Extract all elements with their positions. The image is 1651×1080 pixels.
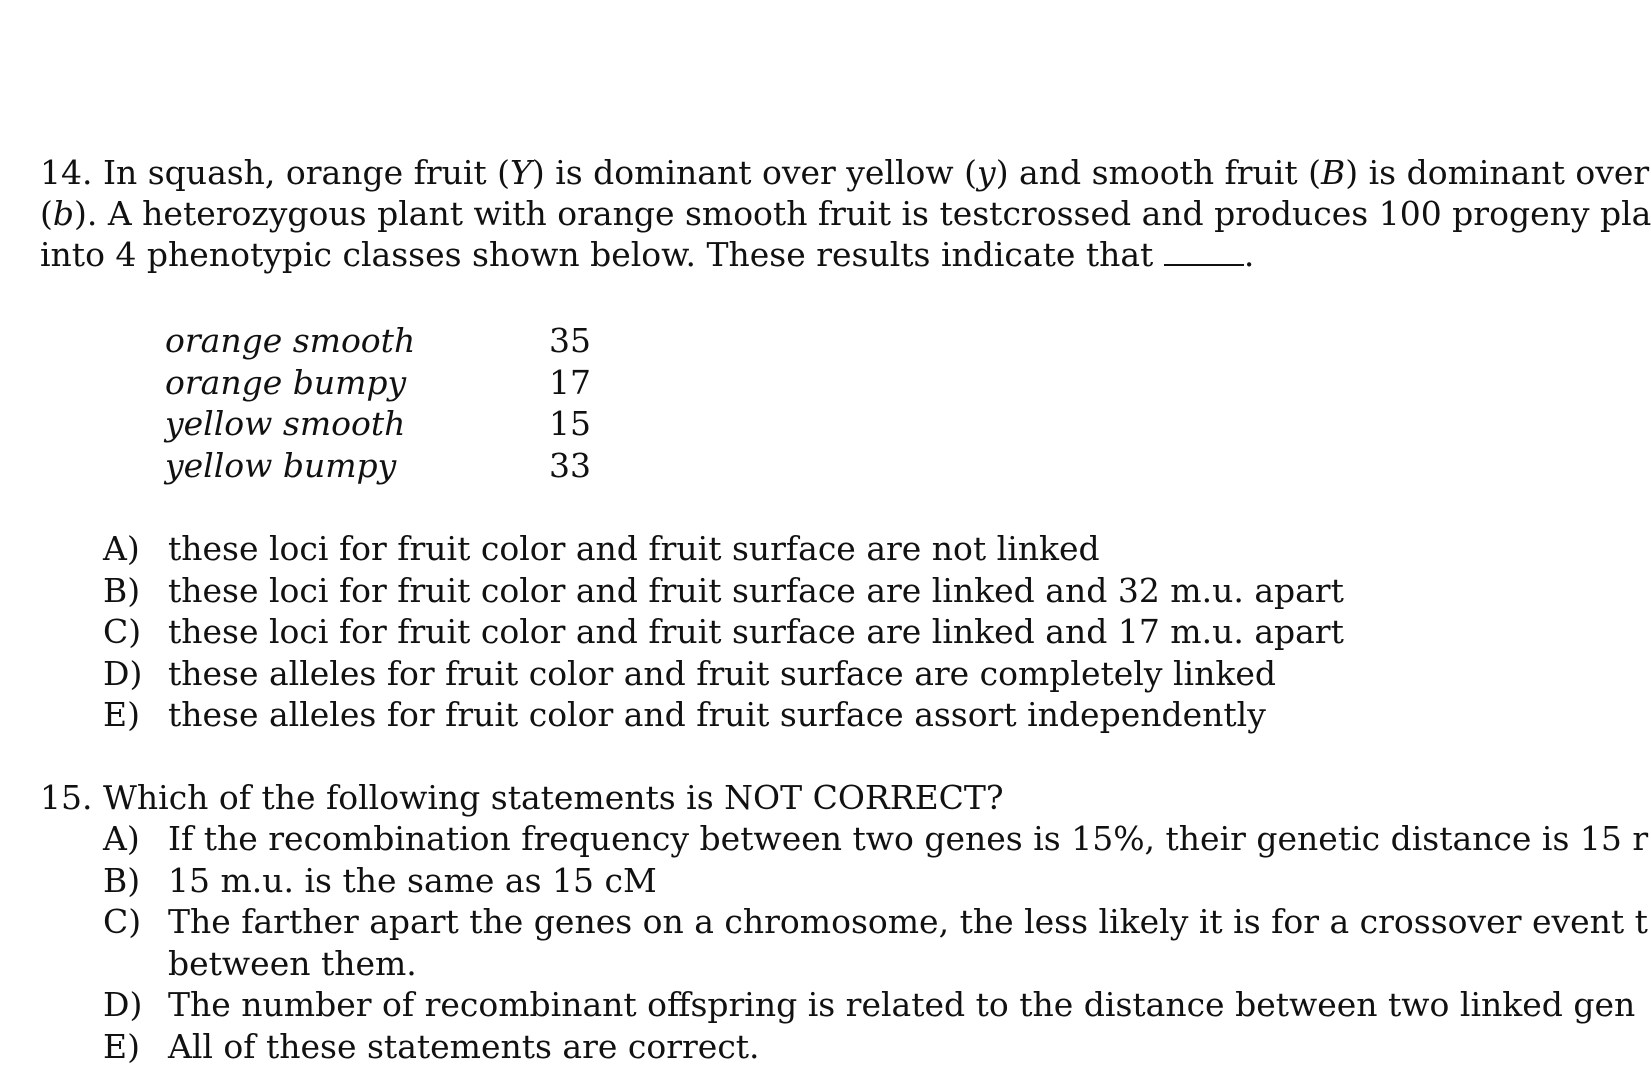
choice-text: these alleles for fruit color and fruit surface assort independently bbox=[168, 695, 1266, 734]
question-15-stem: 15. Which of the following statements is NOT CORRECT? bbox=[40, 778, 1004, 817]
choice-letter: A) bbox=[103, 819, 140, 858]
question-14-line-3: into 4 phenotypic classes shown below. These results indicate that . bbox=[40, 235, 1255, 274]
choice-letter: C) bbox=[103, 612, 142, 651]
choice-text: All of these statements are correct. bbox=[168, 1026, 760, 1066]
choice-text: these loci for fruit color and fruit surface are linked and 32 m.u. apart bbox=[168, 570, 1344, 610]
answer-blank bbox=[1164, 236, 1244, 266]
phenotype-name: orange smooth bbox=[165, 321, 416, 360]
choice-letter: D) bbox=[103, 653, 143, 693]
choice-text-continued: between them. bbox=[168, 943, 417, 983]
choice-text: The farther apart the genes on a chromosome, the less likely it is for a crossover event t bbox=[168, 902, 1648, 941]
choice-letter: D) bbox=[103, 985, 143, 1024]
choice-text: The number of recombinant offspring is related to the distance between two linked gen bbox=[168, 985, 1636, 1024]
question-14-line-2: (b). A heterozygous plant with orange smooth fruit is testcrossed and produces 100 progeny pla bbox=[40, 194, 1651, 233]
phenotype-name: orange bumpy bbox=[165, 362, 407, 402]
choice-letter: E) bbox=[103, 695, 140, 734]
choice-text: If the recombination frequency between two genes is 15%, their genetic distance is 15 r bbox=[168, 819, 1649, 858]
phenotype-count: 35 bbox=[549, 321, 591, 360]
question-14-stem bbox=[40, 152, 1651, 275]
choice-letter: E) bbox=[103, 1026, 140, 1066]
choice-letter: B) bbox=[103, 860, 141, 900]
phenotype-name: yellow smooth bbox=[165, 404, 406, 443]
choice-text: these loci for fruit color and fruit surface are linked and 17 m.u. apart bbox=[168, 612, 1344, 651]
choice-text: 15 m.u. is the same as 15 cM bbox=[168, 860, 657, 900]
phenotype-count: 33 bbox=[549, 445, 591, 485]
phenotype-name: yellow bumpy bbox=[165, 445, 397, 485]
choice-text: these loci for fruit color and fruit surface are not linked bbox=[168, 529, 1100, 568]
phenotype-count: 15 bbox=[549, 404, 591, 443]
phenotype-count: 17 bbox=[549, 362, 591, 402]
question-14-line-1: 14. In squash, orange fruit (Y) is dominant over yellow (y) and smooth fruit (B) is dominant over bbox=[40, 153, 1650, 192]
choice-letter: B) bbox=[103, 570, 141, 610]
choice-letter: C) bbox=[103, 902, 142, 941]
choice-letter: A) bbox=[103, 529, 140, 568]
choice-text: these alleles for fruit color and fruit surface are completely linked bbox=[168, 653, 1276, 693]
